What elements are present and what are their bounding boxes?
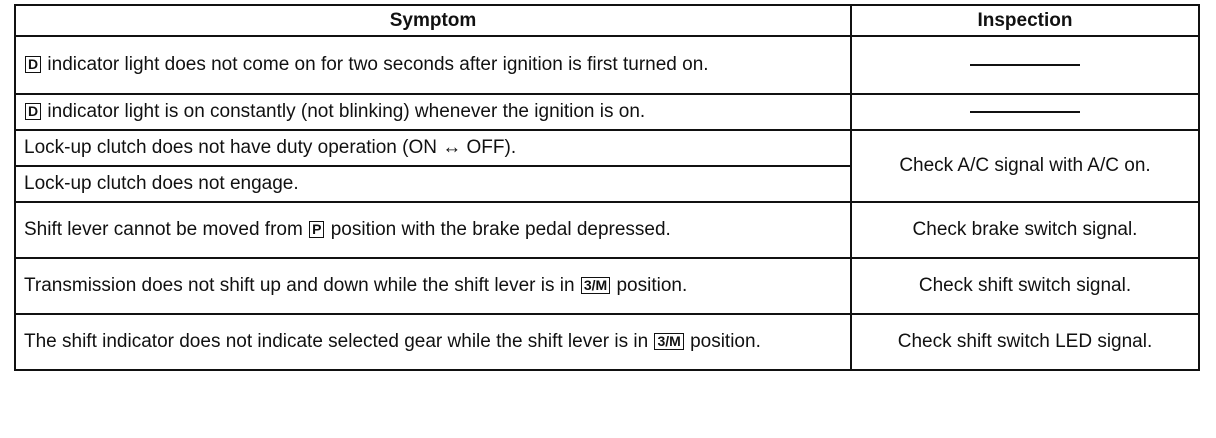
inspection-cell [851, 36, 1199, 94]
symptom-text-pre: The shift indicator does not indicate selected gear while the shift lever is in [24, 331, 649, 352]
symptom-cell [15, 314, 851, 370]
header-row [15, 5, 1199, 36]
table-row [15, 314, 1199, 370]
symptom-cell [15, 258, 851, 314]
symptom-cell [15, 94, 851, 130]
table-row [15, 258, 1199, 314]
table-row [15, 94, 1199, 130]
symptom-text: indicator light does not come on for two seconds after ignition is first turned on. [47, 54, 709, 75]
d-indicator-icon: D [25, 103, 41, 120]
inspection-cell-merged: Check A/C signal with A/C on. [851, 130, 1199, 202]
3m-position-icon: 3/M [654, 333, 683, 350]
symptom-text: indicator light is on constantly (not blinking) whenever the ignition is on. [47, 101, 646, 122]
d-indicator-icon: D [25, 56, 41, 73]
symptom-header: Symptom [15, 5, 851, 36]
inspection-header: Inspection [851, 5, 1199, 36]
symptom-text-post: position. [616, 275, 688, 296]
inspection-cell: Check shift switch signal. [851, 258, 1199, 314]
inspection-cell: Check shift switch LED signal. [851, 314, 1199, 370]
no-inspection-dash [970, 111, 1080, 113]
symptom-text-post: position with the brake pedal depressed. [330, 219, 671, 240]
no-inspection-dash [970, 64, 1080, 66]
symptom-text: Lock-up clutch does not have duty operation (ON ↔ OFF). [24, 137, 517, 158]
symptom-text-pre: Shift lever cannot be moved from [24, 219, 303, 240]
symptom-text: Lock-up clutch does not engage. [24, 173, 299, 194]
symptom-cell [15, 36, 851, 94]
symptom-inspection-table [14, 4, 1200, 371]
symptom-text-pre: Transmission does not shift up and down while the shift lever is in [24, 275, 575, 296]
symptom-text-post: position. [690, 331, 761, 352]
symptom-cell [15, 166, 851, 202]
3m-position-icon: 3/M [581, 277, 610, 294]
symptom-cell [15, 202, 851, 258]
inspection-cell [851, 94, 1199, 130]
symptom-cell [15, 130, 851, 166]
table-row [15, 130, 1199, 166]
table-row [15, 202, 1199, 258]
table-row [15, 36, 1199, 94]
inspection-cell: Check brake switch signal. [851, 202, 1199, 258]
p-position-icon: P [309, 221, 324, 238]
